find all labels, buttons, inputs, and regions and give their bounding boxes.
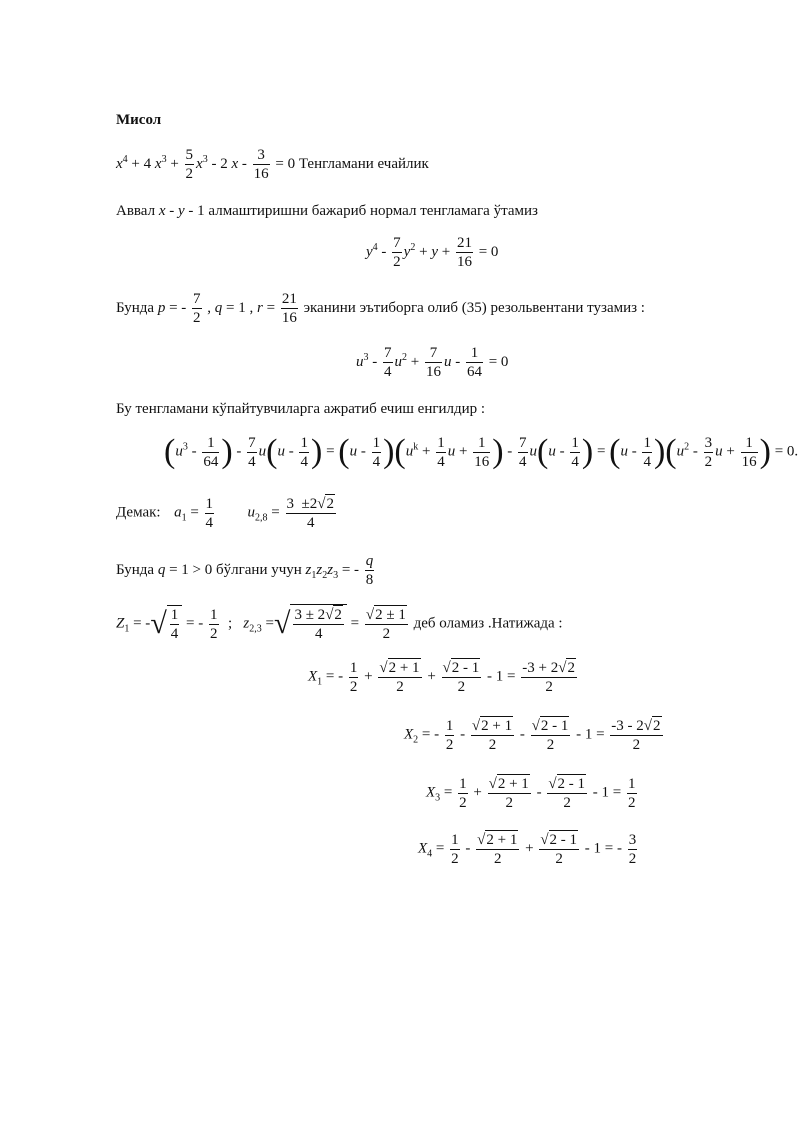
coefficients-text-b: эканини эътиборга олиб (35) резольвентани тузамиз : (303, 299, 645, 316)
z-values-line: $Z_1$ = -√ $\frac{1}{4}$ = - $\frac{1}{2}$ ; $z_{2,3}$ =√ $\frac{3 \pm 2√2}{4}$ = $\frac{√2 \pm 1}{2}$ деб оламиз .Натижада : (116, 604, 563, 643)
coefficients-line: Бунда p = - $\frac{7}{2}$ , q = 1 , r = $\frac{21}{16}$ эканини эътиборга олиб (35) резольвентани тузамиз : (116, 291, 645, 326)
factorization-equation: ($u^3$ - $\frac{1}{64}$ ) - $\frac{7}{4}$ u(u - $\frac{1}{4}$ ) = (u - $\frac{1}{4}$ )($u^k$ + $\frac{1}{4}$ u + $\frac{1}{16}$ ) - $\frac{7}{4}$ u(u - $\frac{1}{4}$ ) = (u - $\frac{1}{4}$ )($u^2$ - $\frac{3}{2}$ u + $\frac{1}{16}$ ) = 0. (164, 433, 799, 470)
product-text-a: Бунда (116, 561, 155, 578)
roots-line: Демак: $a_1$ = $\frac{1}{4}$ $u_{2,8}$ = $\frac{3 \pm 2√2}{4}$ (116, 495, 334, 531)
roots-text: Демак: (116, 504, 161, 521)
root-x3: $X_3$ = $\frac{1}{2}$ + $\frac{√2 + 1}{2}$ - $\frac{√2 - 1}{2}$ - 1 = $\frac{1}{2}$ (426, 775, 636, 811)
normal-equation: $y^4$ - $\frac{7}{2}$ $y^2 + y$ + $\frac{21}{16}$ = 0 (366, 235, 499, 270)
z-values-text: деб оламиз .Натижада : (413, 615, 563, 632)
substitution-line: Аввал x - y - 1 алмаштиришни бажариб нормал тенгламага ўтамиз (116, 203, 538, 219)
root-x4: $X_4$ = $\frac{1}{2}$ - $\frac{√2 + 1}{2}$ + $\frac{√2 - 1}{2}$ - 1 = - $\frac{3}{2}$ (418, 831, 637, 867)
equation-text: Тенгламани ечайлик (298, 155, 429, 172)
resolvent-equation: $u^3$ - $\frac{7}{4}$ $u^2$ + $\frac{7}{16}$ u - $\frac{1}{64}$ = 0 (356, 345, 509, 380)
root-x2: $X_2$ = - $\frac{1}{2}$ - $\frac{√2 + 1}{2}$ - $\frac{√2 - 1}{2}$ - 1 = $\frac{-3 - 2√2}{2}$ (404, 717, 661, 753)
coefficients-text-a: Бунда (116, 299, 155, 316)
equation-original: $x^4 + 4$ $x^3$ + $\frac{5}{2}$ $x^3 - 2$ x - $\frac{3}{16}$ = 0 Тенгламани ечайлик (116, 147, 429, 182)
root-x1: $X_1$ = - $\frac{1}{2}$ + $\frac{√2 + 1}{2}$ + $\frac{√2 - 1}{2}$ - 1 = $\frac{-3 + 2√2}{2}$ (308, 659, 575, 695)
product-line: Бунда q = 1 > 0 бўлгани учун $z_1z_2z_3$ = - $\frac{q}{8}$ (116, 553, 374, 588)
product-text-b: бўлгани учун (215, 561, 302, 578)
substitution-text-a: Аввал (116, 203, 156, 219)
heading: Мисол (116, 112, 162, 128)
substitution-text-b: алмаштиришни бажариб нормал тенгламага ўтамиз (208, 203, 538, 219)
factoring-text: Бу тенгламани кўпайтувчиларга ажратиб ечиш енгилдир : (116, 401, 486, 417)
